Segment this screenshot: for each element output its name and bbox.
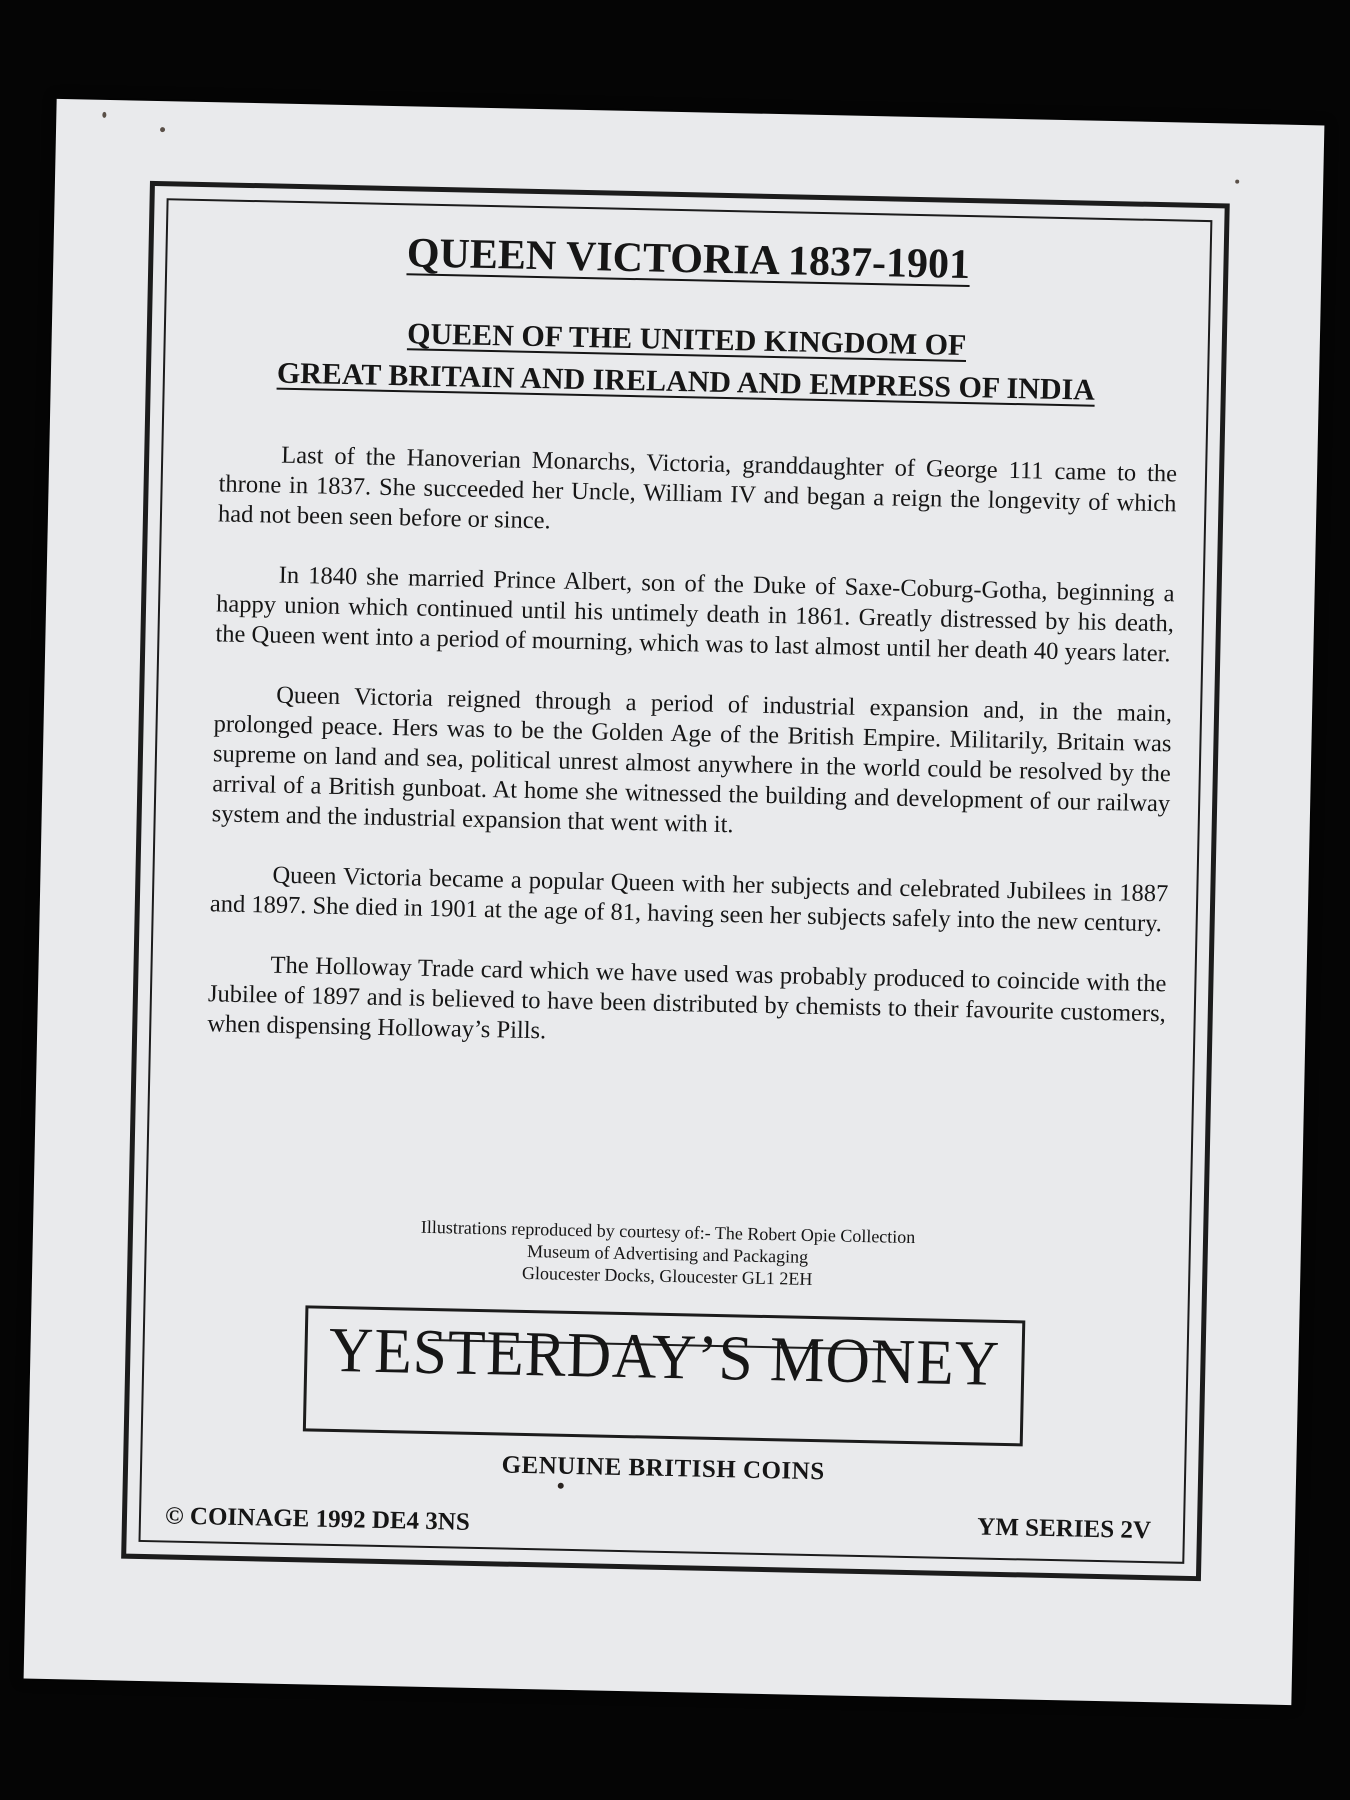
paper-speck: [160, 127, 165, 132]
paper-speck: [1235, 180, 1239, 184]
double-border-frame: [121, 181, 1230, 1581]
subtitle-line-2: GREAT BRITAIN AND IRELAND AND EMPRESS OF INDIA: [276, 356, 1096, 407]
subtitle-line-1: QUEEN OF THE UNITED KINGDOM OF: [406, 317, 967, 362]
paragraph-holloway: The Holloway Trade card which we have used was probably produced to coincide with the Jubilee of 1897 and is believed to have been distributed by chemists to their favourite customers, when dispensing Holloway’s Pills.: [207, 951, 1167, 1045]
content-area: [138, 198, 1212, 1564]
credit-line-1: Illustrations reproduced by courtesy of:- The Robert Opie Collection: [420, 1216, 916, 1248]
paragraph-jubilees: Queen Victoria became a popular Queen with her subjects and celebrated Jubilees in 1887 and 1897. She died in 1901 at the age of 81, having seen her subjects safely into the new century.: [209, 861, 1169, 938]
logo-text: YESTERDAY’S MONEY: [328, 1313, 1001, 1399]
copyright-notice: © COINAGE 1992 DE4 3NS: [164, 1502, 471, 1536]
series-code: YM SERIES 2V: [977, 1513, 1152, 1545]
yesterdays-money-logo: [303, 1305, 1025, 1446]
credit-line-3: Gloucester Docks, Gloucester GL1 2EH: [521, 1262, 813, 1289]
page-title: QUEEN VICTORIA 1837-1901: [406, 230, 971, 289]
tagline: GENUINE BRITISH COINS: [501, 1451, 825, 1486]
paper-speck: [102, 112, 106, 118]
illustration-credit: [146, 1210, 1189, 1298]
credit-line-2: Museum of Advertising and Packaging: [526, 1241, 809, 1267]
paragraph-marriage: In 1840 she married Prince Albert, son of the Duke of Saxe-Coburg-Gotha, beginning a happy union which continued until his untimely death in 1861. Greatly distressed by his death, the Queen went into a period of mourning, which was to last almost until her death 40 years later.: [215, 561, 1175, 668]
subtitle: [165, 308, 1209, 414]
info-card: [24, 99, 1325, 1705]
paragraph-reign: Queen Victoria reigned through a period of industrial expansion and, in the main, prolonged peace. Hers was to be the Golden Age of the British Empire. Militarily, Britain was supreme on land and sea, political unrest almost anywhere in the world could be resolved by the arrival of a British gunboat. At home she witnessed the building and development of our railway system and the industrial expansion that went with it.: [211, 681, 1173, 839]
paragraph-hanoverian: Last of the Hanoverian Monarchs, Victoria, granddaughter of George 111 came to the throne in 1837. She succeeded her Uncle, William IV and began a reign the longevity of which had not been seen before or since.: [217, 441, 1178, 535]
body-text: [206, 439, 1177, 1089]
